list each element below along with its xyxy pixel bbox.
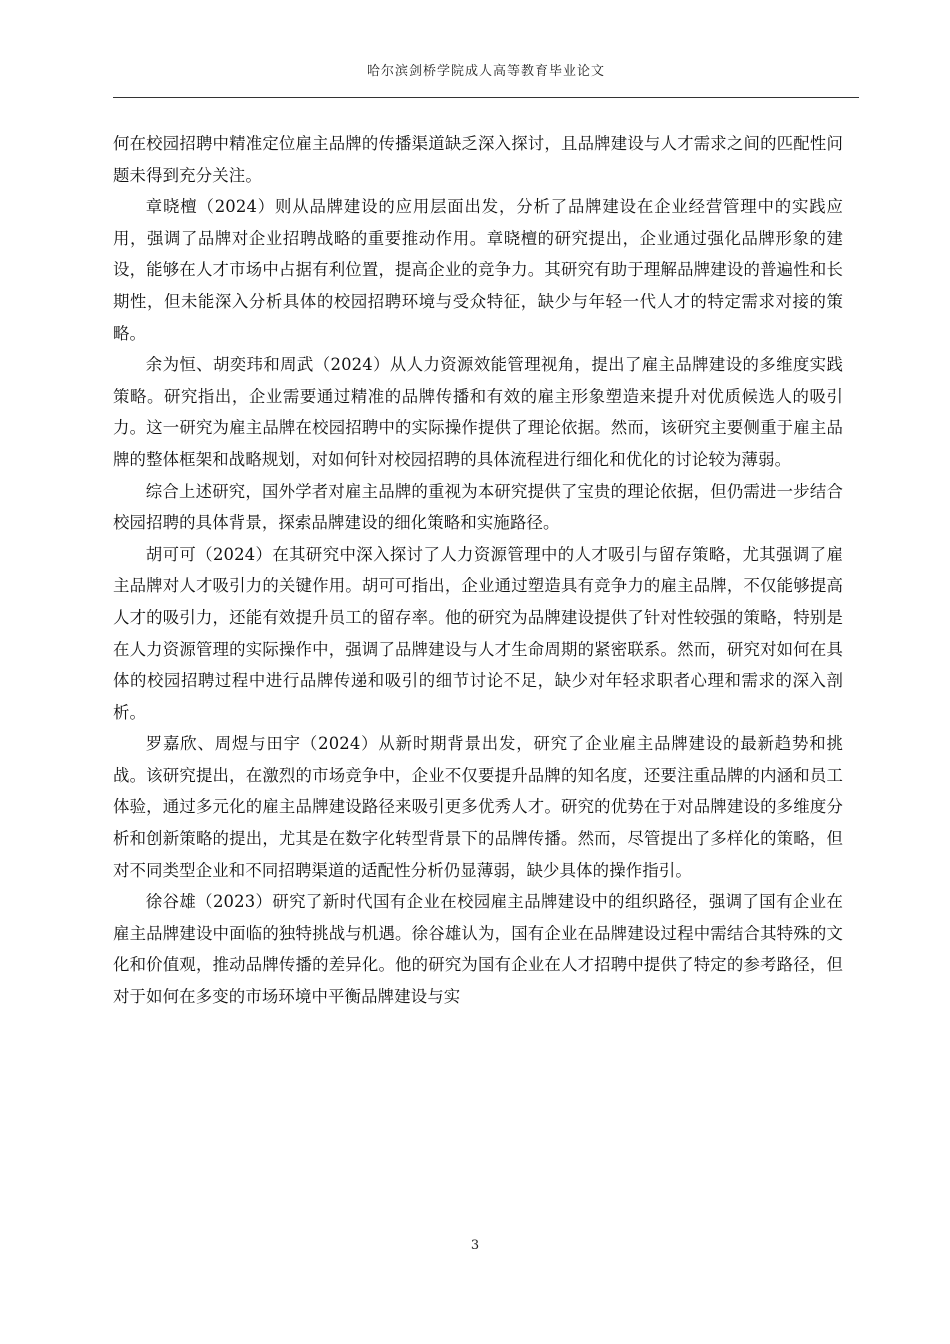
page-number: 3 bbox=[470, 1238, 480, 1253]
paragraph-yu-weiheng: 余为恒、胡奕玮和周武（2024）从人力资源效能管理视角，提出了雇主品牌建设的多维度实践策略。研究指出，企业需要通过精准的品牌传播和有效的雇主形象塑造来提升对优质候选人的吸引力。这一研究为雇主品牌在校园招聘中的实际操作提供了理论依据。然而，该研究主要侧重于雇主品牌的整体框架和战略规划，对如何针对校园招聘的具体流程进行细化和优化的讨论较为薄弱。 bbox=[113, 355, 843, 469]
paragraph-hu-keke: 胡可可（2024）在其研究中深入探讨了人力资源管理中的人才吸引与留存策略，尤其强调了雇主品牌对人才吸引力的关键作用。胡可可指出，企业通过塑造具有竞争力的雇主品牌，不仅能够提高人才的吸引力，还能有效提升员工的留存率。他的研究为品牌建设提供了针对性较强的策略，特别是在人力资源管理的实际操作中，强调了品牌建设与人才生命周期的紧密联系。然而，研究对如何在具体的校园招聘过程中进行品牌传递和吸引的细节讨论不足，缺少对年轻求职者心理和需求的深入剖析。 bbox=[113, 544, 843, 722]
running-header: 哈尔滨剑桥学院成人高等教育毕业论文 bbox=[366, 64, 605, 79]
paragraph-summary: 综合上述研究，国外学者对雇主品牌的重视为本研究提供了宝贵的理论依据，但仍需进一步结合校园招聘的具体背景，探索品牌建设的细化策略和实施路径。 bbox=[113, 481, 843, 533]
paragraph-xu-guxiong: 徐谷雄（2023）研究了新时代国有企业在校园雇主品牌建设中的组织路径，强调了国有企业在雇主品牌建设中面临的独特挑战与机遇。徐谷雄认为，国有企业在品牌建设过程中需结合其特殊的文化和价值观，推动品牌传播的差异化。他的研究为国有企业在人才招聘中提供了特定的参考路径，但对于如何在多变的市场环境中平衡品牌建设与实 bbox=[113, 892, 843, 1007]
paragraph-continued: 何在校园招聘中精准定位雇主品牌的传播渠道缺乏深入探讨，且品牌建设与人才需求之间的匹配性问题未得到充分关注。 bbox=[113, 134, 843, 185]
paragraph-luo-jiaxin: 罗嘉欣、周煜与田宇（2024）从新时期背景出发，研究了企业雇主品牌建设的最新趋势和挑战。该研究提出，在激烈的市场竞争中，企业不仅要提升品牌的知名度，还要注重品牌的内涵和员工体验，通过多元化的雇主品牌建设路径来吸引更多优秀人才。研究的优势在于对品牌建设的多维度分析和创新策略的提出，尤其是在数字化转型背景下的品牌传播。然而，尽管提出了多样化的策略，但对不同类型企业和不同招聘渠道的适配性分析仍显薄弱，缺少具体的操作指引。 bbox=[113, 734, 843, 880]
paragraph-zhang-xiaotan: 章晓檀（2024）则从品牌建设的应用层面出发，分析了品牌建设在企业经营管理中的实践应用，强调了品牌对企业招聘战略的重要推动作用。章晓檀的研究提出，企业通过强化品牌形象的建设，能够在人才市场中占据有利位置，提高企业的竞争力。其研究有助于理解品牌建设的普遍性和长期性，但未能深入分析具体的校园招聘环境与受众特征，缺少与年轻一代人才的特定需求对接的策略。 bbox=[113, 197, 843, 343]
body-text bbox=[113, 128, 843, 1013]
header-divider bbox=[113, 97, 859, 98]
